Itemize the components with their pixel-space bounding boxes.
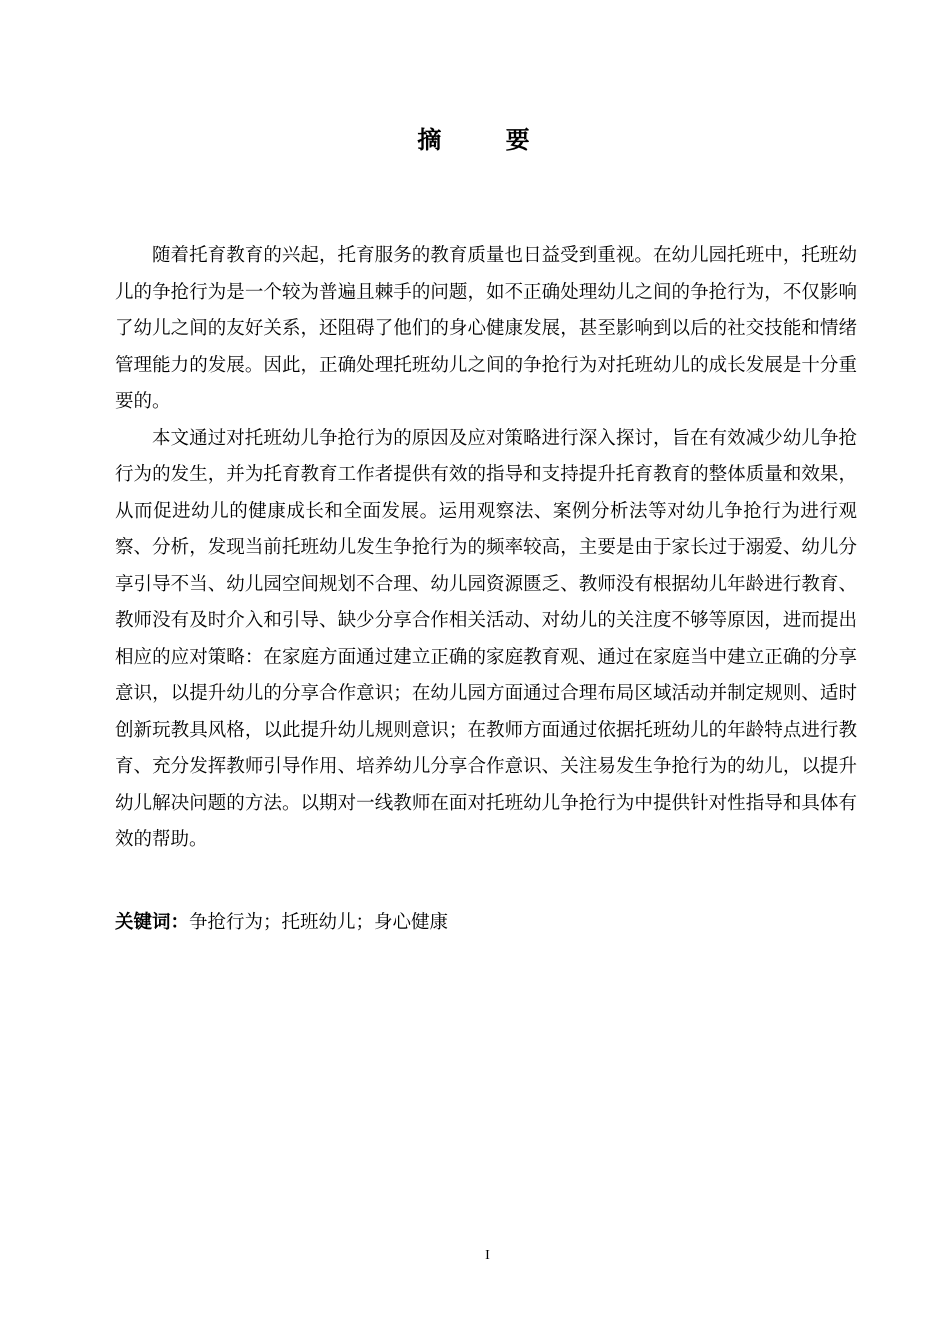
abstract-paragraph-2: 本文通过对托班幼儿争抢行为的原因及应对策略进行深入探讨，旨在有效减少幼儿争抢行为的发生，并为托育教育工作者提供有效的指导和支持提升托育教育的整体质量和效果，从而促进幼儿的健康成长和全面发展。运用观察法、案例分析法等对幼儿争抢行为进行观察、分析，发现当前托班幼儿发生争抢行为的频率较高，主要是由于家长过于溺爱、幼儿分享引导不当、幼儿园空间规划不合理、幼儿园资源匮乏、教师没有根据幼儿年龄进行教育、教师没有及时介入和引导、缺少分享合作相关活动、对幼儿的关注度不够等原因，进而提出相应的应对策略：在家庭方面通过建立正确的家庭教育观、通过在家庭当中建立正确的分享意识，以提升幼儿的分享合作意识；在幼儿园方面通过合理布局区域活动并制定规则、适时创新玩教具风格，以此提升幼儿规则意识；在教师方面通过依据托班幼儿的年龄特点进行教育、充分发挥教师引导作用、培养幼儿分享合作意识、关注易发生争抢行为的幼儿，以提升幼儿解决问题的方法。以期对一线教师在面对托班幼儿争抢行为中提供针对性指导和具体有效的帮助。 — [115, 427, 857, 850]
keywords-line — [115, 908, 857, 938]
keywords-value: 争抢行为；托班幼儿；身心健康 — [189, 912, 449, 933]
abstract-body — [115, 238, 857, 859]
abstract-paragraph-1: 随着托育教育的兴起，托育服务的教育质量也日益受到重视。在幼儿园托班中，托班幼儿的争抢行为是一个较为普遍且棘手的问题，如不正确处理幼儿之间的争抢行为，不仅影响了幼儿之间的友好关系，还阻碍了他们的身心健康发展，甚至影响到以后的社交技能和情绪管理能力的发展。因此，正确处理托班幼儿之间的争抢行为对托班幼儿的成长发展是十分重要的。 — [115, 245, 857, 412]
abstract-title: 摘 要 — [417, 126, 558, 154]
keywords-label: 关键词： — [115, 912, 190, 933]
page-number: I — [485, 1248, 490, 1263]
